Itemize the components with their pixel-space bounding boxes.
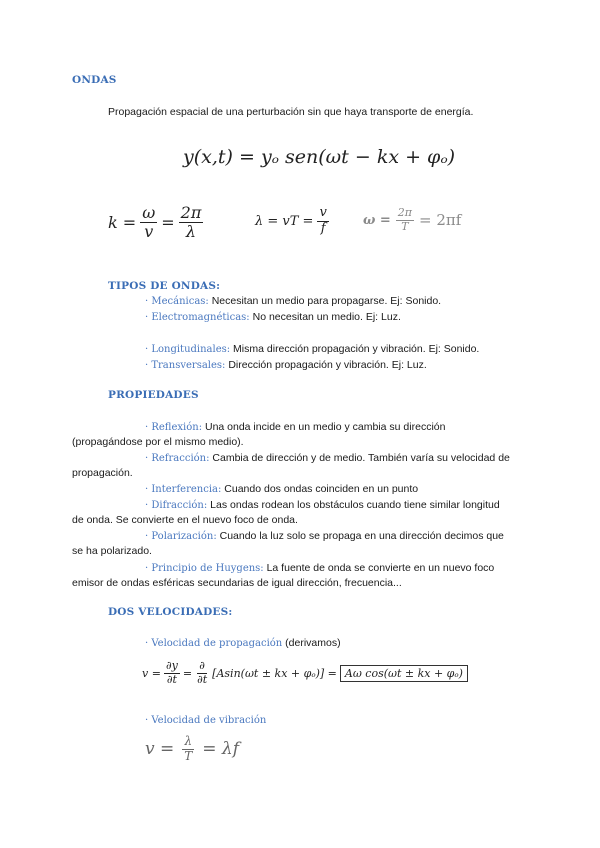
prop-item-huygens: [72, 561, 532, 591]
heading-propiedades: PROPIEDADES: [108, 389, 199, 401]
vel-propagacion-label: [145, 636, 341, 651]
lambda-equation: [255, 206, 329, 237]
term-reflexion: · Reflexión:: [145, 422, 203, 433]
lambda-lhs: λ = vT =: [255, 213, 314, 229]
vib-lhs: v =: [145, 739, 175, 760]
cont-difraccion: de onda. Se convierte en el nuevo foco de onda.: [72, 514, 298, 526]
k-frac-omega-v: [140, 204, 157, 242]
velocity-propagation-equation: [142, 660, 468, 686]
prop-item-refraccion: [72, 451, 532, 481]
term-interferencia: · Interferencia:: [145, 484, 222, 495]
prop-item-interferencia: [72, 482, 532, 497]
note-derivamos: (derivamos): [282, 637, 341, 649]
term-polarizacion: · Polarización:: [145, 531, 217, 542]
tipos-item-mecanicas: [145, 294, 441, 309]
term-vel-vibracion: · Velocidad de vibración: [145, 715, 267, 726]
text-reflexion: Una onda incide en un medio y cambia su dirección: [202, 421, 446, 433]
k-eq-sign: =: [161, 213, 175, 233]
vib-frac: [182, 735, 194, 764]
omega-frac-num: 2π: [397, 206, 413, 219]
term-huygens: · Principio de Huygens:: [145, 563, 264, 574]
tipos-item-electromagneticas: [145, 310, 401, 325]
tipos-item-transversales: [145, 358, 427, 373]
heading-ondas: ONDAS: [72, 74, 117, 86]
lambda-frac-num: v: [319, 205, 327, 220]
definition-text: Propagación espacial de una perturbación sin que haya transporte de energía.: [108, 106, 474, 118]
prop-item-difraccion: [72, 498, 532, 528]
prop-frac1-den: ∂t: [166, 672, 177, 686]
term-refraccion: · Refracción:: [145, 453, 210, 464]
vel-vibracion-label: [145, 713, 266, 728]
text-difraccion: Las ondas rodean los obstáculos cuando tiene similar longitud: [207, 499, 500, 511]
k-equation: [108, 204, 203, 242]
k-frac1-den: v: [144, 222, 154, 242]
vib-rhs: = λf: [202, 739, 239, 760]
prop-item-polarizacion: [72, 529, 532, 559]
vib-frac-den: T: [184, 748, 193, 763]
wave-function-equation: y(x,t) = yₒ sen(ωt − kx + φₒ): [183, 146, 456, 168]
k-frac1-num: ω: [142, 203, 156, 222]
k-frac-2pi-lambda: [179, 204, 204, 242]
text-mecanicas: Necesitan un medio para propagarse. Ej: Sonido.: [208, 295, 442, 307]
text-huygens: La fuente de onda se convierte en un nuevo foco: [263, 562, 495, 574]
omega-frac: [396, 207, 414, 233]
text-polarizacion: Cuando la luz solo se propaga en una dirección decimos que: [216, 530, 504, 542]
term-vel-propagacion: · Velocidad de propagación: [145, 638, 283, 649]
cont-refraccion: propagación.: [72, 467, 133, 479]
heading-tipos: TIPOS DE ONDAS:: [108, 280, 221, 292]
text-transversales: Dirección propagación y vibración. Ej: Luz.: [225, 359, 427, 371]
prop-eq-mid: =: [182, 666, 193, 680]
prop-frac2-num: ∂: [199, 659, 205, 672]
prop-frac1-num: ∂y: [165, 659, 178, 672]
cont-huygens: emisor de ondas esféricas secundarias de igual dirección, frecuencia...: [72, 577, 402, 589]
term-transversales: · Transversales:: [145, 360, 226, 371]
k-frac2-num: 2π: [180, 203, 202, 222]
term-electromagneticas: · Electromagnéticas:: [145, 312, 250, 323]
text-electromagneticas: No necesitan un medio. Ej: Luz.: [249, 311, 401, 323]
text-longitudinales: Misma dirección propagación y vibración. Ej: Sonido.: [230, 343, 480, 355]
omega-equation: [363, 207, 461, 233]
tipos-item-longitudinales: [145, 342, 479, 357]
cont-reflexion: (propagándose por el mismo medio).: [72, 436, 244, 448]
prop-frac-dy-dt: [164, 660, 180, 686]
velocity-vibration-equation: [145, 735, 239, 764]
text-interferencia: Cuando dos ondas coinciden en un punto: [221, 483, 419, 495]
term-mecanicas: · Mecánicas:: [145, 296, 209, 307]
term-difraccion: · Difracción:: [145, 500, 208, 511]
prop-item-reflexion: [72, 420, 532, 450]
k-frac2-den: λ: [185, 222, 197, 242]
k-lhs: k =: [108, 213, 137, 233]
prop-eq-lhs: v =: [142, 666, 161, 680]
cont-polarizacion: se ha polarizado.: [72, 545, 152, 557]
prop-eq-boxed-result: Aω cos(ωt ± kx + φₒ): [340, 665, 468, 682]
text-refraccion: Cambia de dirección y de medio. También varía su velocidad de: [209, 452, 510, 464]
term-longitudinales: · Longitudinales:: [145, 344, 231, 355]
omega-lhs: ω =: [363, 212, 391, 228]
omega-rhs: = 2πf: [419, 211, 462, 230]
lambda-frac: [317, 206, 328, 237]
prop-frac-d-dt: [195, 660, 209, 686]
heading-velocidades: DOS VELOCIDADES:: [108, 606, 233, 618]
omega-frac-den: T: [401, 219, 409, 233]
prop-frac2-den: ∂t: [197, 672, 208, 686]
prop-eq-bracket: [Asin(ωt ± kx + φₒ)] =: [212, 666, 337, 680]
lambda-frac-den: f: [320, 220, 326, 236]
vib-frac-num: λ: [184, 734, 193, 748]
